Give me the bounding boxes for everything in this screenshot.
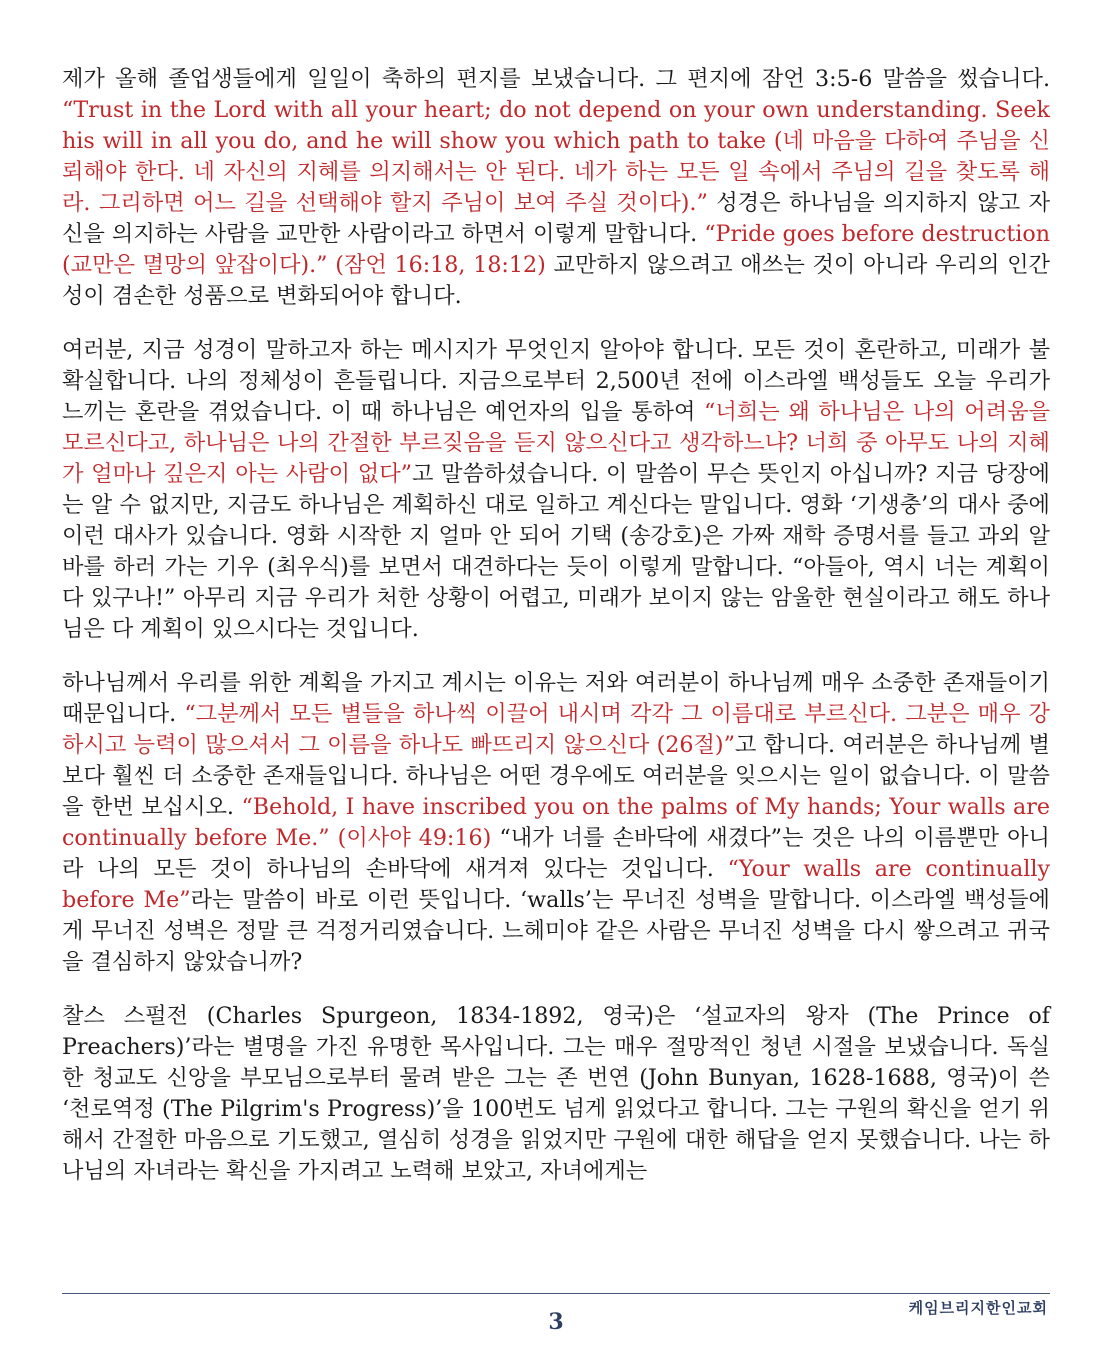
text-segment: 교만하지 않으려고 애쓰는 것이 아니라 우리의 인간성이 겸손한 성품으로 변화되어야 합니다. [62, 252, 1050, 309]
paragraph-4 [62, 1001, 1050, 1187]
paragraph-2 [62, 335, 1050, 645]
paragraph-1 [62, 64, 1050, 312]
text-segment: 하나님께서 우리를 위한 계획을 가지고 계시는 이유는 저와 여러분이 하나님께 매우 소중한 존재들이기 때문입니다. [62, 670, 1050, 727]
text-segment: 라는 말씀이 바로 이런 뜻입니다. ‘walls’는 무너진 성벽을 말합니다. 이스라엘 백성들에게 무너진 성벽은 정말 큰 걱정거리였습니다. 느헤미야 같은 사람은 무너진 성벽을 다시 쌓으려고 귀국을 결심하지 않았습니까? [62, 887, 1050, 975]
scripture-quote: “Trust in the Lord with all your heart; do not depend on your own understanding. Seek his will in all you do, and he will show you which path to take (네 마음을 다하여 주님을 신뢰해야 한다. 네 자신의 지혜를 의지해서는 안 된다. 네가 하는 모든 일 속에서 주님의 길을 찾도록 해라. 그리하면 어느 길을 선택해야 할지 주님이 보여 주실 것이다).” [62, 97, 1050, 216]
text-segment: 제가 올해 졸업생들에게 일일이 축하의 편지를 보냈습니다. 그 편지에 잠언 3:5-6 말씀을 썼습니다. [62, 66, 1050, 92]
scripture-quote: “Your walls are continually before Me” [62, 856, 1051, 913]
text-segment: 고 합니다. 여러분은 하나님께 별보다 훨씬 더 소중한 존재들입니다. 하나님은 어떤 경우에도 여러분을 잊으시는 일이 없습니다. 이 말씀을 한번 보십시오. [62, 732, 1050, 820]
text-segment: 찰스 스펄전 (Charles Spurgeon, 1834-1892, 영국)은 ‘설교자의 왕자 (The Prince of Preachers)’라는 별명을 가진 유명한 목사입니다. 그는 매우 절망적인 청년 시절을 보냈습니다. 독실한 청교도 신앙을 부모님으로부터 물려 받은 그는 존 번연 (John Bunyan, 1628-1688, 영국)이 쓴 ‘천로역정 (The Pilgrim's Progress)’을 100번도 넘게 읽었다고 합니다. 그는 구원의 확신을 얻기 위해서 간절한 마음으로 기도했고, 열심히 성경을 읽었지만 구원에 대한 해답을 얻지 못했습니다. 나는 하나님의 자녀라는 확신을 가지려고 노력해 보았고, 자녀에게는 [62, 1003, 1050, 1184]
text-segment: 고 말씀하셨습니다. 이 말씀이 무슨 뜻인지 아십니까? 지금 당장에는 알 수 없지만, 지금도 하나님은 계획하신 대로 일하고 계신다는 말입니다. 영화 ‘기생충’의 대사 중에 이런 대사가 있습니다. 영화 시작한 지 얼마 안 되어 기택 (송강호)은 가짜 재학 증명서를 들고 과외 알바를 하러 가는 기우 (최우식)를 보면서 대견하다는 듯이 이렇게 말합니다. “아들아, 역시 너는 계획이 다 있구나!” 아무리 지금 우리가 처한 상황이 어렵고, 미래가 보이지 않는 암울한 현실이라고 해도 하나님은 다 계획이 있으시다는 것입니다. [62, 461, 1050, 642]
text-segment: 성경은 하나님을 의지하지 않고 자신을 의지하는 사람을 교만한 사람이라고 하면서 이렇게 말합니다. [62, 190, 1050, 247]
scripture-quote: “Behold, I have inscribed you on the palms of My hands; Your walls are continually before Me.” (이사야 49:16) [62, 794, 1050, 851]
scripture-quote: “너희는 왜 하나님은 나의 어려움을 모르신다고, 하나님은 나의 간절한 부르짖음을 듣지 않으신다고 생각하느냐? 너희 중 아무도 나의 지혜가 얼마나 깊은지 아는 사람이 없다” [62, 399, 1050, 487]
page-body [62, 64, 1050, 1210]
paragraph-3 [62, 668, 1050, 978]
scripture-quote: “그분께서 모든 별들을 하나씩 이끌어 내시며 각각 그 이름대로 부르신다. 그분은 매우 강하시고 능력이 많으셔서 그 이름을 하나도 빠뜨리지 않으신다 (26절)” [62, 701, 1050, 758]
footer-divider [62, 1293, 1050, 1294]
text-segment: “내가 너를 손바닥에 새겼다”는 것은 나의 이름뿐만 아니라 나의 모든 것이 하나님의 손바닥에 새겨져 있다는 것입니다. [62, 825, 1050, 882]
page-number: 3 [548, 1309, 564, 1335]
church-name: 케임브리지한인교회 [908, 1299, 1048, 1317]
text-segment: 여러분, 지금 성경이 말하고자 하는 메시지가 무엇인지 알아야 합니다. 모든 것이 혼란하고, 미래가 불확실합니다. 나의 정체성이 흔들립니다. 지금으로부터 2,500년 전에 이스라엘 백성들도 오늘 우리가 느끼는 혼란을 겪었습니다. 이 때 하나님은 예언자의 입을 통하여 [62, 337, 1050, 425]
scripture-quote: “Pride goes before destruction (교만은 멸망의 앞잡이다).” (잠언 16:18, 18:12) [62, 221, 1050, 278]
